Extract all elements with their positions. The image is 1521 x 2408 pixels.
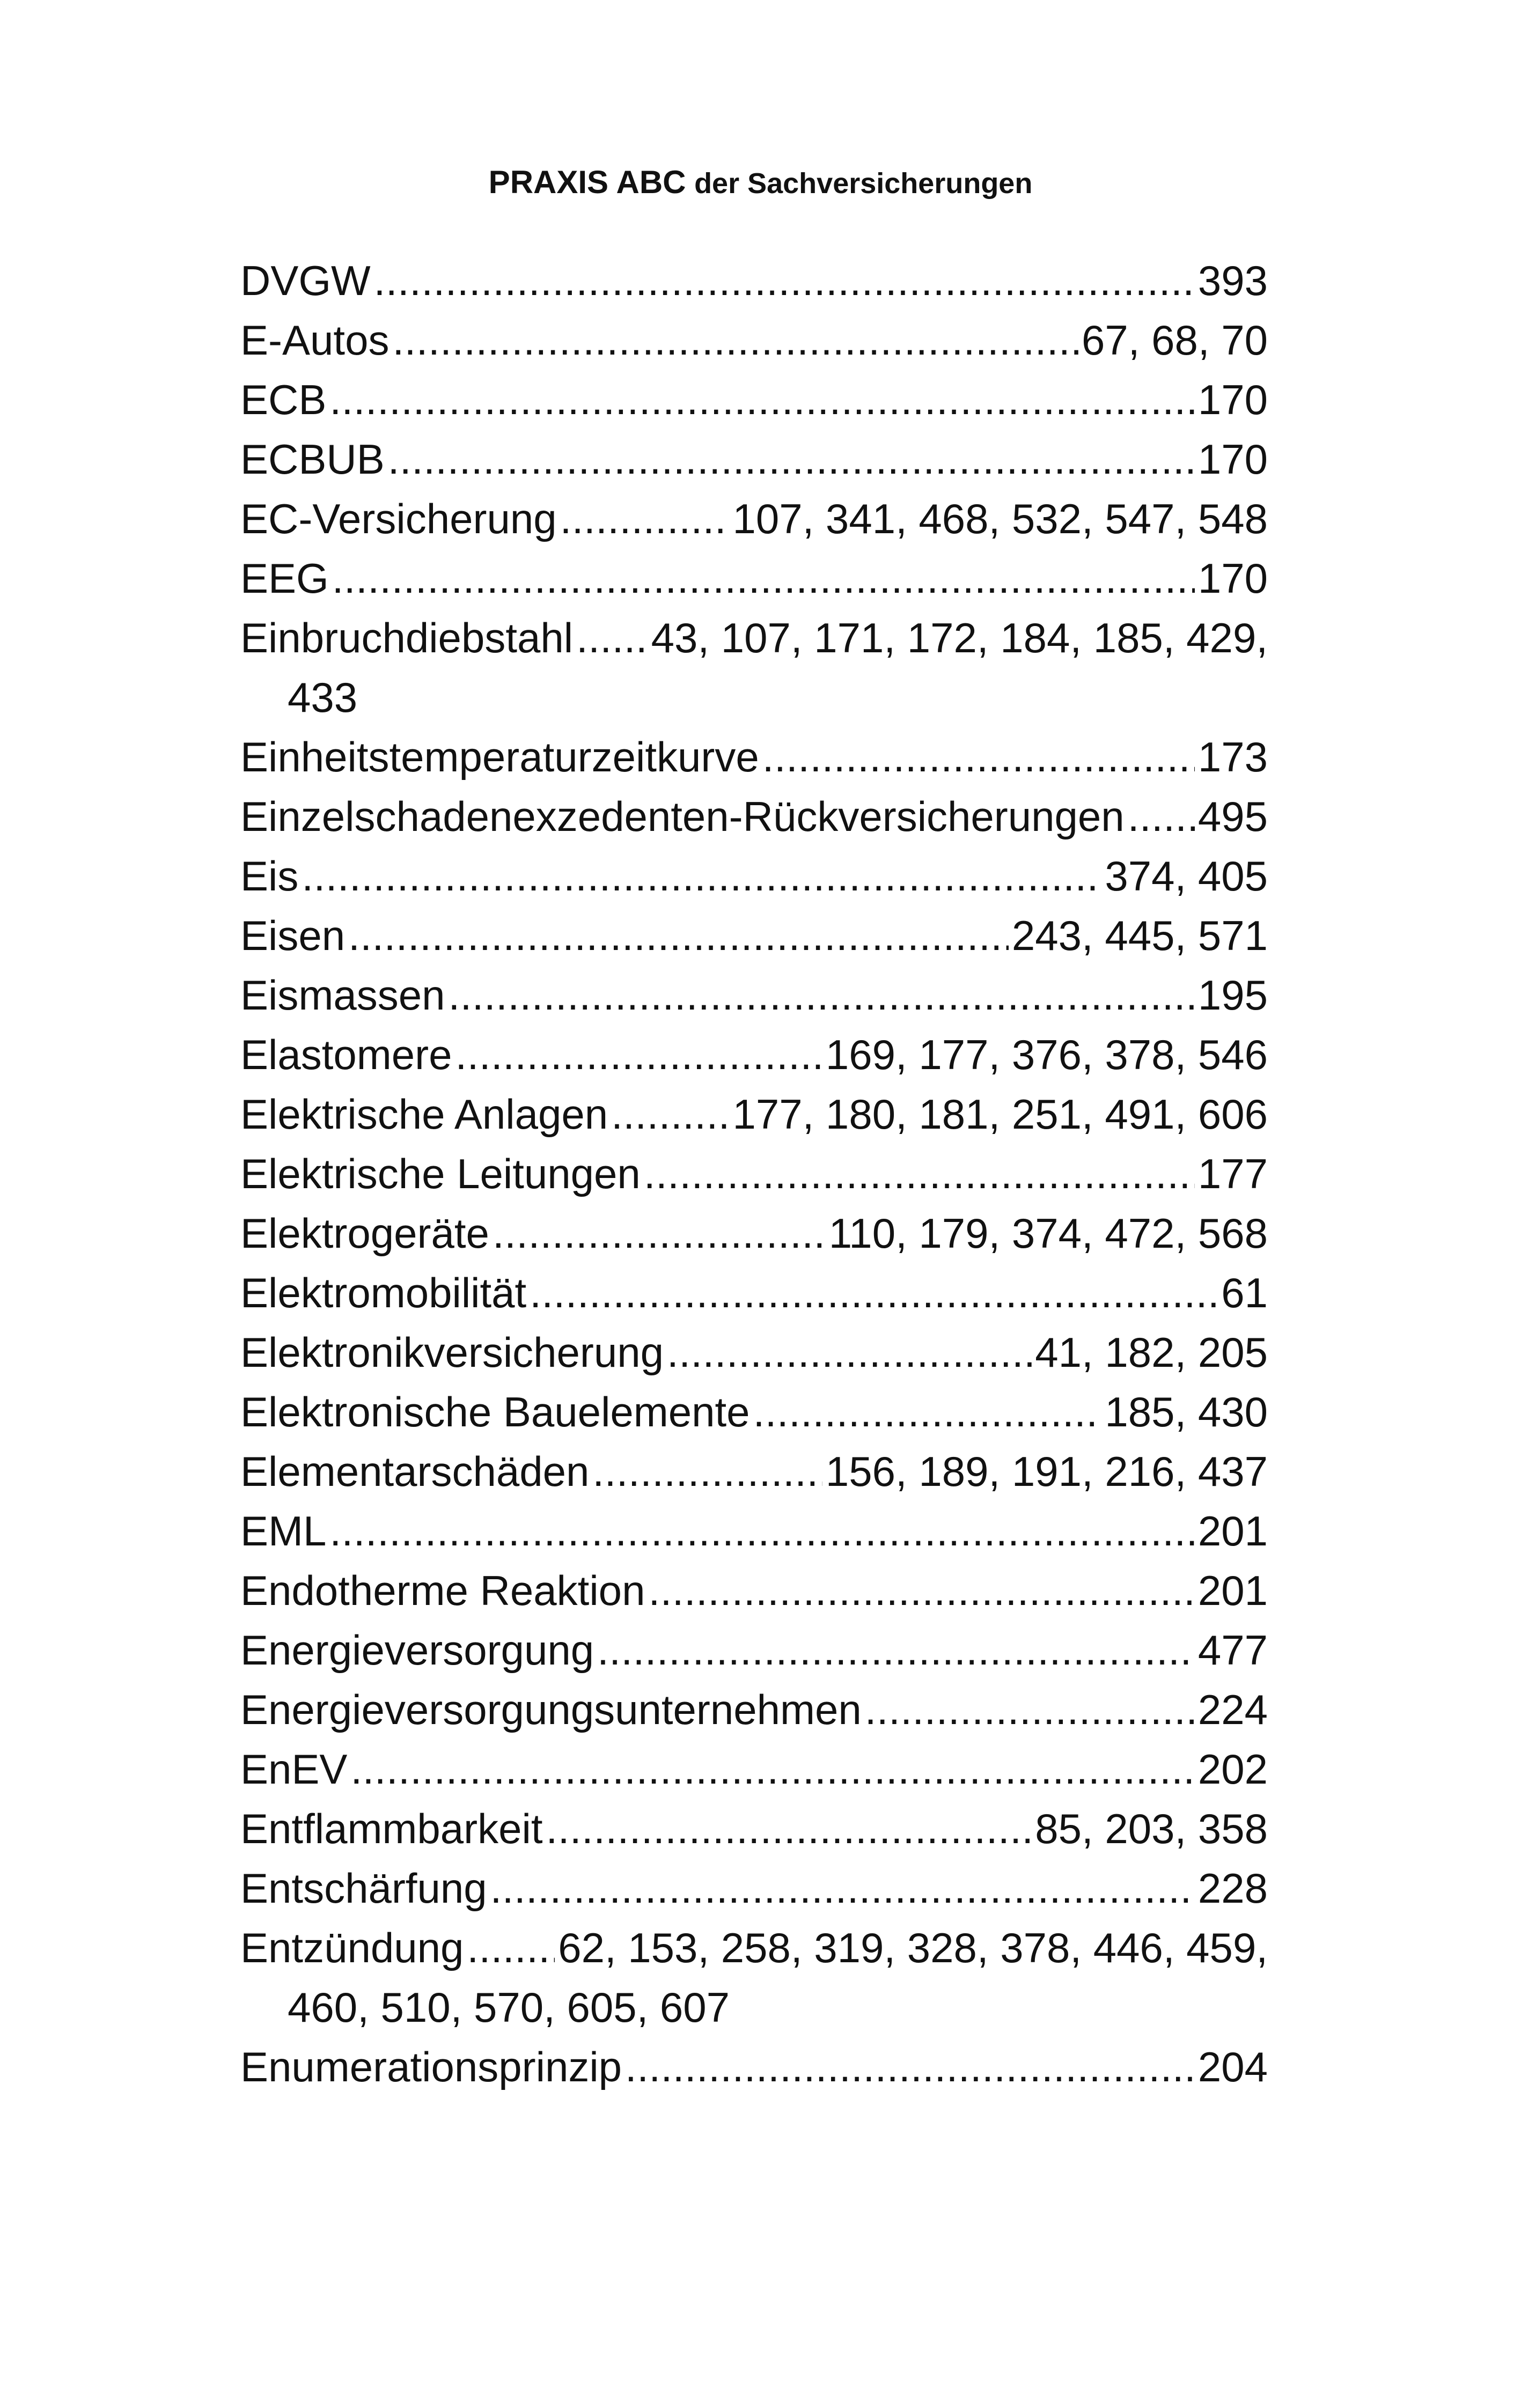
dot-leader — [329, 370, 1194, 430]
index-term: ECBUB — [240, 436, 385, 483]
index-entry-line — [240, 370, 1268, 430]
index-page-numbers: 201 — [1197, 1567, 1268, 1614]
index-page-numbers: 156, 189, 191, 216, 437 — [825, 1448, 1268, 1495]
index-term: ECB — [240, 376, 327, 423]
index-entry — [240, 1204, 1268, 1263]
index-page-numbers: 202 — [1197, 1746, 1268, 1793]
index-term: Entflammbarkeit — [240, 1805, 543, 1852]
index-page-numbers: 495 — [1197, 793, 1268, 840]
index-entry-line — [240, 1740, 1268, 1799]
index-term: Energieversorgung — [240, 1626, 594, 1674]
dot-leader — [648, 1561, 1194, 1621]
dot-leader — [644, 1144, 1195, 1204]
index-term: Elektronische Bauelemente — [240, 1388, 750, 1435]
index-entry — [240, 1263, 1268, 1323]
index-entry-line — [240, 549, 1268, 608]
index-page-numbers: 43, 107, 171, 172, 184, 185, 429, — [651, 614, 1268, 661]
index-entry — [240, 608, 1268, 727]
running-head-subtitle: der Sachversicherungen — [694, 167, 1033, 200]
index-entry-line — [240, 1621, 1268, 1680]
index-page-numbers-continued: 433 — [288, 674, 358, 721]
index-page-numbers-continued: 460, 510, 570, 605, 607 — [288, 1984, 730, 2031]
index-entry-line — [240, 727, 1268, 787]
index-page-numbers: 195 — [1197, 971, 1268, 1019]
index-entry-line — [240, 846, 1268, 906]
dot-leader — [611, 1085, 729, 1144]
index-term: Einzelschadenexzedenten-Rückversicherungen — [240, 793, 1125, 840]
index-entry-line — [240, 1025, 1268, 1085]
index-entry — [240, 430, 1268, 489]
index-entry-line — [240, 311, 1268, 370]
index-entry-line — [240, 1204, 1268, 1263]
index-page-numbers: 243, 445, 571 — [1011, 912, 1268, 959]
index-entry — [240, 727, 1268, 787]
index-page-numbers: 374, 405 — [1105, 852, 1268, 900]
index-entry-line — [240, 787, 1268, 846]
dot-leader — [329, 1501, 1194, 1561]
dot-leader — [625, 2037, 1195, 2097]
index-entry-line — [240, 251, 1268, 311]
index-page-numbers: 224 — [1197, 1686, 1268, 1733]
index-term: DVGW — [240, 257, 371, 304]
index-term: Elektrische Anlagen — [240, 1091, 608, 1138]
index-entry-line — [240, 1501, 1268, 1561]
index-entry-line — [240, 1859, 1268, 1918]
index-entry-line — [240, 1561, 1268, 1621]
index-page-numbers: 169, 177, 376, 378, 546 — [825, 1031, 1268, 1078]
index-entry — [240, 1382, 1268, 1442]
index-entry — [240, 1144, 1268, 1204]
index-entry — [240, 549, 1268, 608]
index-entry — [240, 1085, 1268, 1144]
running-head-title: PRAXIS ABC — [488, 164, 686, 200]
dot-leader — [388, 430, 1195, 489]
index-term: E-Autos — [240, 316, 390, 364]
index-page-numbers: 62, 153, 258, 319, 328, 378, 446, 459, — [558, 1924, 1268, 1971]
index-term: Entschärfung — [240, 1865, 487, 1912]
dot-leader — [490, 1859, 1195, 1918]
dot-leader — [350, 1740, 1194, 1799]
index-entry-line — [240, 608, 1268, 668]
index-entry-line — [240, 430, 1268, 489]
dot-leader — [348, 906, 1009, 966]
index-entry-line — [240, 966, 1268, 1025]
index-entry-line — [240, 1323, 1268, 1382]
dot-leader — [493, 1204, 826, 1263]
dot-leader — [302, 846, 1101, 906]
dot-leader — [455, 1025, 822, 1085]
index-entry-line — [240, 2037, 1268, 2097]
index-page-numbers: 393 — [1197, 257, 1268, 304]
index-entry — [240, 1621, 1268, 1680]
index-entry-line — [240, 1382, 1268, 1442]
dot-leader — [1128, 787, 1195, 846]
index-term: EML — [240, 1507, 327, 1555]
index-entry — [240, 1918, 1268, 2037]
index-entry — [240, 311, 1268, 370]
index-page-numbers: 107, 341, 468, 532, 547, 548 — [732, 495, 1268, 542]
index-entry-line — [240, 489, 1268, 549]
index-term: Entzündung — [240, 1924, 464, 1971]
dot-leader — [865, 1680, 1195, 1740]
index-term: EC-Versicherung — [240, 495, 557, 542]
index-entry — [240, 1323, 1268, 1382]
index-term: Enumerationsprinzip — [240, 2043, 622, 2090]
index-term: Eis — [240, 852, 299, 900]
dot-leader — [597, 1621, 1195, 1680]
index-page-numbers: 41, 182, 205 — [1035, 1329, 1268, 1376]
index-term: EnEV — [240, 1746, 348, 1793]
index-page-numbers: 228 — [1197, 1865, 1268, 1912]
dot-leader — [546, 1799, 1032, 1859]
index-entry — [240, 966, 1268, 1025]
index-entry — [240, 846, 1268, 906]
index-page-numbers: 170 — [1197, 376, 1268, 423]
index-page-numbers: 61 — [1221, 1269, 1268, 1316]
index-term: Eisen — [240, 912, 346, 959]
index-entry — [240, 1501, 1268, 1561]
index-page-numbers: 185, 430 — [1105, 1388, 1268, 1435]
dot-leader — [332, 549, 1195, 608]
index-page-numbers: 67, 68, 70 — [1082, 316, 1268, 364]
index-entry — [240, 906, 1268, 966]
index-entry — [240, 1799, 1268, 1859]
index-page-numbers: 201 — [1197, 1507, 1268, 1555]
index-entry-line — [240, 1680, 1268, 1740]
index-entry-line — [240, 1918, 1268, 1978]
dot-leader — [576, 608, 648, 668]
dot-leader — [753, 1382, 1102, 1442]
index-entry — [240, 787, 1268, 846]
index-term: Elementarschäden — [240, 1448, 590, 1495]
index-entry-line — [240, 1263, 1268, 1323]
index-page-numbers: 110, 179, 374, 472, 568 — [828, 1210, 1268, 1257]
dot-leader — [762, 727, 1195, 787]
index-entry-line — [240, 1442, 1268, 1501]
index-entry — [240, 1740, 1268, 1799]
index-entry-line — [240, 1085, 1268, 1144]
index-entry — [240, 489, 1268, 549]
index-entry — [240, 2037, 1268, 2097]
index-term: Einbruchdiebstahl — [240, 614, 574, 661]
index-term: Elektronikversicherung — [240, 1329, 664, 1376]
index-page-numbers: 170 — [1197, 555, 1268, 602]
index-term: Elektrogeräte — [240, 1210, 489, 1257]
index-page-numbers: 177, 180, 181, 251, 491, 606 — [732, 1091, 1268, 1138]
running-head — [0, 161, 1521, 205]
index-entry — [240, 1561, 1268, 1621]
index-entry — [240, 1859, 1268, 1918]
index-page-numbers: 173 — [1197, 733, 1268, 780]
dot-leader — [448, 966, 1194, 1025]
index-page-numbers: 477 — [1197, 1626, 1268, 1674]
index-page-numbers: 177 — [1197, 1150, 1268, 1197]
dot-leader — [592, 1442, 822, 1501]
index-entry — [240, 370, 1268, 430]
index-term: Elastomere — [240, 1031, 452, 1078]
index-list — [240, 251, 1268, 2097]
dot-leader — [560, 489, 730, 549]
index-term: Einheitstemperaturzeitkurve — [240, 733, 759, 780]
index-term: EEG — [240, 555, 329, 602]
index-term: Elektromobilität — [240, 1269, 527, 1316]
index-entry — [240, 1680, 1268, 1740]
index-term: Eismassen — [240, 971, 445, 1019]
index-term: Elektrische Leitungen — [240, 1150, 641, 1197]
index-page-numbers: 85, 203, 358 — [1035, 1805, 1268, 1852]
index-page-numbers: 204 — [1197, 2043, 1268, 2090]
dot-leader — [530, 1263, 1218, 1323]
dot-leader — [467, 1918, 555, 1978]
index-entry — [240, 1442, 1268, 1501]
dot-leader — [667, 1323, 1032, 1382]
index-entry — [240, 251, 1268, 311]
index-term: Endotherme Reaktion — [240, 1567, 645, 1614]
dot-leader — [374, 251, 1195, 311]
index-entry — [240, 1025, 1268, 1085]
index-entry-line — [240, 1144, 1268, 1204]
index-page-numbers: 170 — [1197, 436, 1268, 483]
index-entry-line — [240, 1799, 1268, 1859]
dot-leader — [392, 311, 1078, 370]
index-entry-line — [240, 906, 1268, 966]
index-term: Energieversorgungsunternehmen — [240, 1686, 862, 1733]
